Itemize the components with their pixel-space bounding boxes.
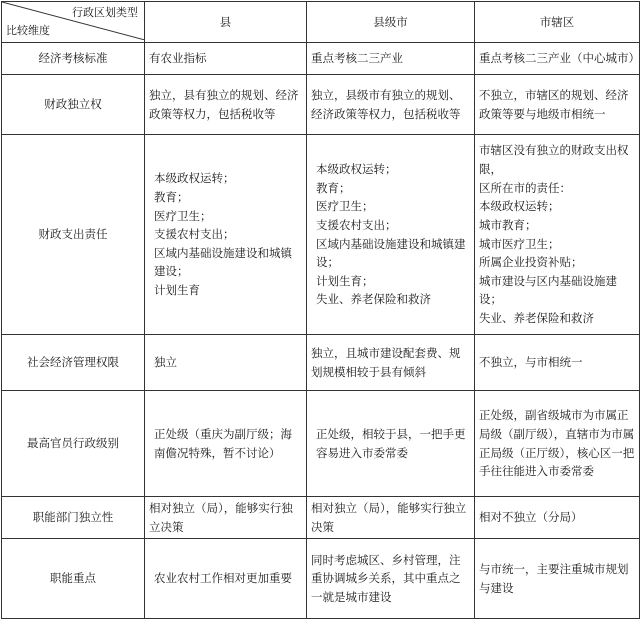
cell-text-line: 区域内基础设施建设和城镇建设； [154, 245, 292, 279]
cell-text-line: 独立，县级市有独立的规划、经济政策等权力，包括税收等 [311, 87, 461, 121]
cell-county [145, 391, 307, 497]
header-row [2, 2, 640, 43]
cell-text-line: 独立，县有独立的规划、经济政策等权力，包括税收等 [149, 87, 299, 121]
cell-text-line: 失业、养老保险和救济 [479, 311, 594, 325]
cell-county-city [307, 391, 475, 497]
cell-county-city [307, 497, 475, 539]
cell-text-line: 农业农村工作相对更加重要 [154, 571, 292, 586]
cell-text-line: 计划生育 [154, 283, 200, 298]
corner-top-right-label: 行政区划类型 [72, 6, 138, 19]
cell-county [145, 43, 307, 75]
cell-text-line: 独立 [154, 355, 177, 370]
cell-text-line: 城市建设与区内基础设施建设； [479, 273, 617, 307]
comparison-table [1, 1, 640, 619]
cell-county [145, 135, 307, 335]
cell-text-line: 相对独立（局），能够实行独立决策 [311, 501, 467, 534]
table-body [2, 43, 640, 619]
cell-text-line: 相对不独立（分局） [479, 510, 583, 525]
cell-district [475, 43, 640, 75]
cell-text-line: 独立，且城市建设配套费、规划规模相较于县有倾斜 [311, 345, 461, 379]
cell-district [475, 391, 640, 497]
row-dimension-label: 财政独立权 [2, 75, 145, 135]
cell-text-line: 本级政权运转； [479, 199, 560, 214]
cell-county-city [307, 539, 475, 619]
row-dimension-label: 职能部门独立性 [2, 497, 145, 539]
cell-county-city [307, 335, 475, 391]
cell-text-line: 医疗卫生； [316, 199, 374, 214]
table-row [2, 391, 640, 497]
corner-bottom-left-label: 比较维度 [6, 24, 50, 38]
row-dimension-label: 财政支出责任 [2, 135, 145, 335]
cell-county-city [307, 75, 475, 135]
column-header-county: 县 [145, 2, 307, 43]
cell-text-line: 教育； [316, 180, 351, 195]
cell-district [475, 75, 640, 135]
cell-county [145, 539, 307, 619]
table-row [2, 497, 640, 539]
cell-text-line: 医疗卫生； [154, 208, 212, 223]
row-dimension-label: 社会经济管理权限 [2, 335, 145, 391]
row-dimension-label: 最高官员行政级别 [2, 391, 145, 497]
cell-text-line: 支援农村支出； [154, 227, 235, 242]
table-row [2, 335, 640, 391]
cell-district [475, 335, 640, 391]
cell-text-line: 同时考虑城区、乡村管理，注重协调城乡关系，其中重点之一就是城市建设 [311, 552, 461, 605]
row-dimension-label: 职能重点 [2, 539, 145, 619]
row-dimension-label: 经济考核标准 [2, 43, 145, 75]
cell-text-line: 所属企业投资补贴； [479, 255, 583, 270]
cell-text-line: 正处级，副省级城市为市属正局级（副厅级），直辖市为市属正局级（正厅级），核心区一把手往往能进入市委常委 [479, 408, 635, 479]
cell-text-line: 计划生育； [316, 273, 374, 288]
cell-text-line: 重点考核二三产业（中心城市） [479, 51, 640, 66]
cell-text-line: 重点考核二三产业 [311, 51, 403, 66]
table-row [2, 135, 640, 335]
cell-county [145, 335, 307, 391]
cell-county [145, 75, 307, 135]
cell-district [475, 539, 640, 619]
cell-county [145, 497, 307, 539]
cell-text-line: 区域内基础设施建设和城镇建设； [316, 236, 466, 270]
cell-text-line: 不独立，与市相统一 [479, 355, 583, 370]
cell-text-line: 正处级，相较于县，一把手更容易进入市委常委 [316, 426, 466, 460]
cell-text-line: 与市统一，主要注重城市规划与建设 [479, 562, 629, 595]
cell-text-line: 有农业指标 [149, 51, 207, 66]
cell-text-line: 城市医疗卫生； [479, 236, 560, 251]
corner-cell [2, 2, 145, 43]
cell-text-line: 城市教育； [479, 217, 537, 232]
cell-district [475, 497, 640, 539]
column-header-county-city: 县级市 [307, 2, 475, 43]
column-header-district: 市辖区 [475, 2, 640, 43]
table-row [2, 75, 640, 135]
cell-county-city [307, 135, 475, 335]
cell-text-line: 相对独立（局），能够实行独立决策 [149, 501, 293, 534]
cell-text-line: 不独立，市辖区的规划、经济政策等要与地级市相统一 [479, 87, 629, 121]
table-row [2, 43, 640, 75]
cell-district [475, 135, 640, 335]
cell-text-line: 区所在市的责任： [479, 180, 571, 195]
cell-text-line: 本级政权运转； [154, 171, 235, 186]
cell-text-line: 支援农村支出； [316, 217, 397, 232]
table-row [2, 539, 640, 619]
cell-text-line: 正处级（重庆为副厅级；海南儋况特殊，暂不讨论） [154, 426, 292, 460]
cell-text-line: 市辖区没有独立的财政支出权限， [479, 143, 629, 176]
cell-county-city [307, 43, 475, 75]
cell-text-line: 失业、养老保险和救济 [316, 292, 431, 307]
cell-text-line: 教育； [154, 189, 189, 204]
cell-text-line: 本级政权运转； [316, 162, 397, 176]
